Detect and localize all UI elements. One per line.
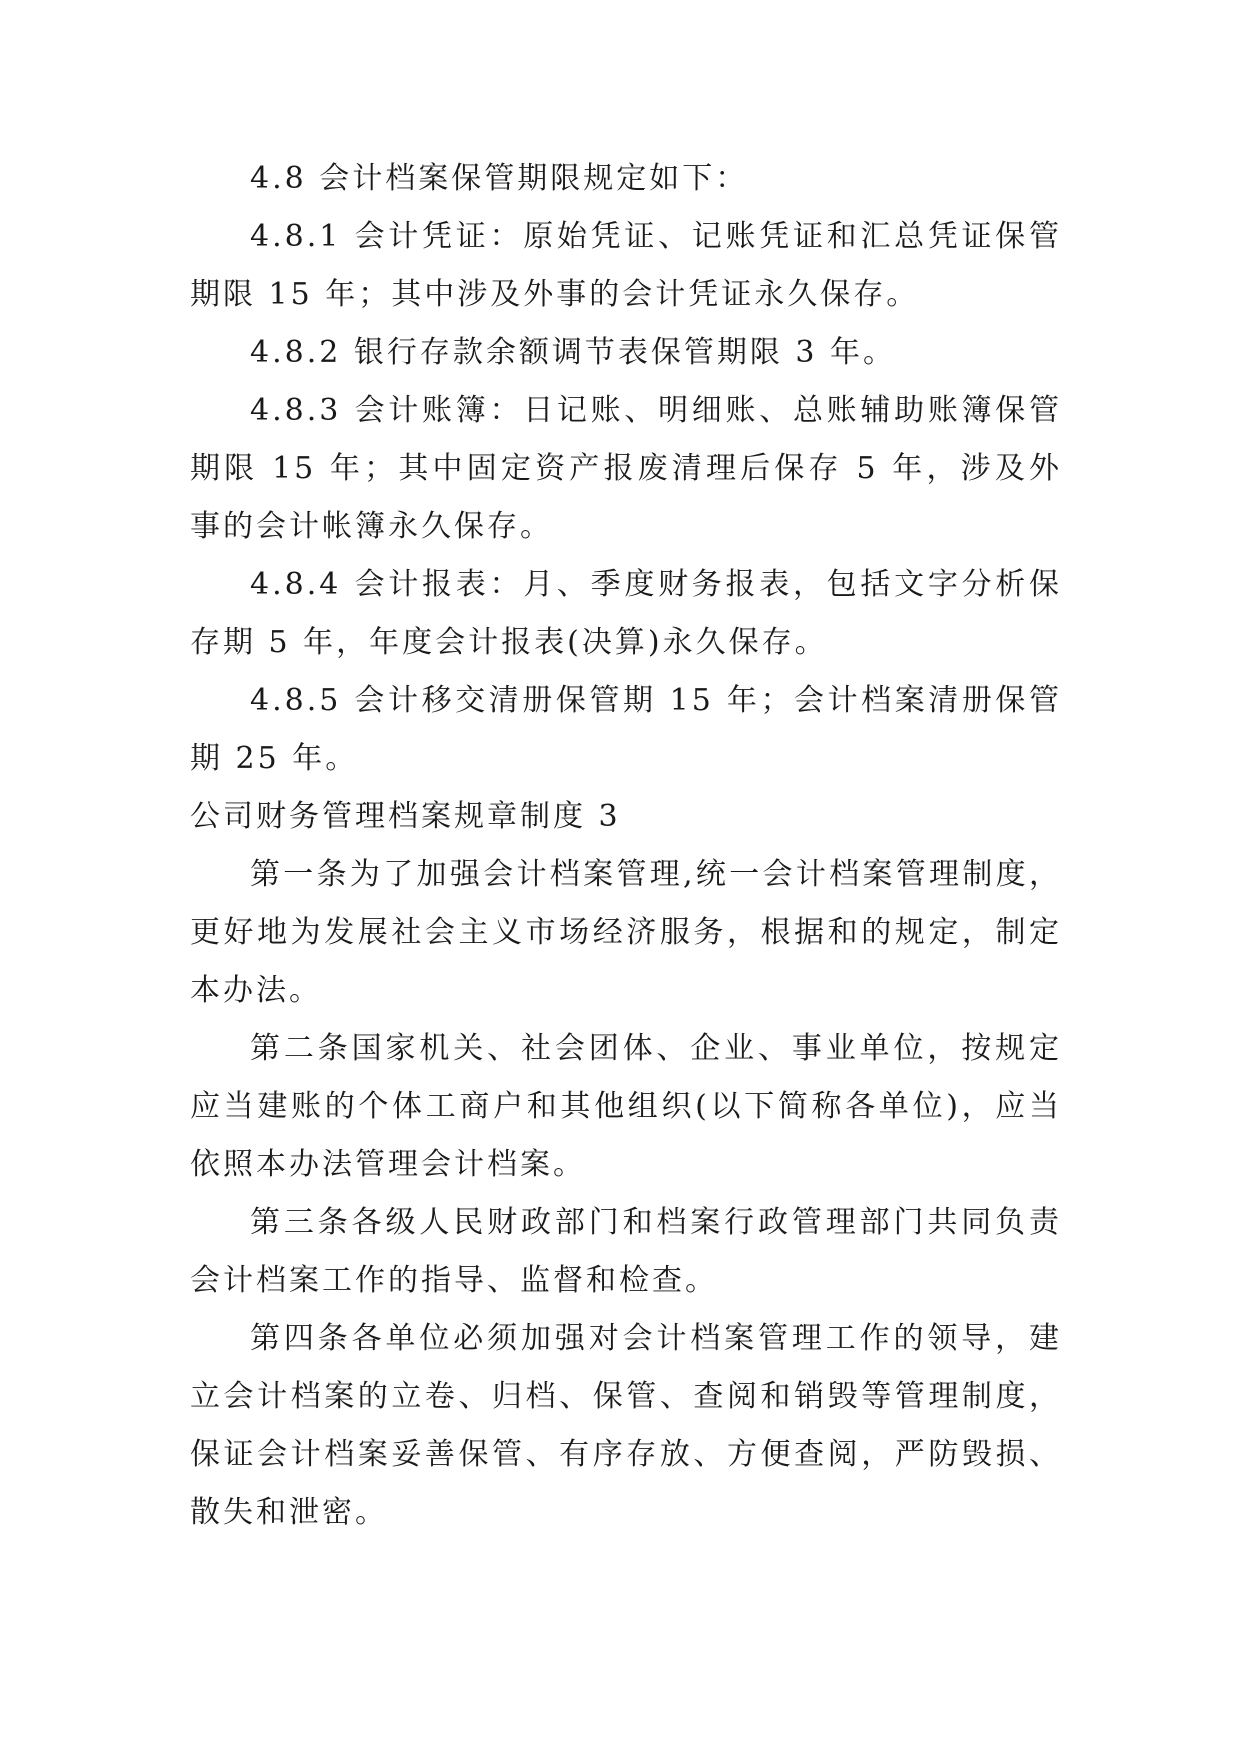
- article-4: 第四条各单位必须加强对会计档案管理工作的领导，建立会计档案的立卷、归档、保管、查阅和销毁等管理制度，保证会计档案妥善保管、有序存放、方便查阅，严防毁损、散失和泄密。: [190, 1321, 1062, 1530]
- article-2: 第二条国家机关、社会团体、企业、事业单位，按规定应当建账的个体工商户和其他组织(以下简称各单位)，应当依照本办法管理会计档案。: [190, 1031, 1062, 1182]
- article-1: 第一条为了加强会计档案管理,统一会计档案管理制度，更好地为发展社会主义市场经济服务，根据和的规定，制定本办法。: [190, 857, 1062, 1008]
- paragraph-4-8: 4.8 会计档案保管期限规定如下：: [250, 161, 749, 196]
- paragraph-4-8-1: 4.8.1 会计凭证：原始凭证、记账凭证和汇总凭证保管期限 15 年；其中涉及外事的会计凭证永久保存。: [190, 219, 1062, 312]
- document-page: [190, 150, 1062, 1542]
- paragraph-4-8-5: 4.8.5 会计移交清册保管期 15 年；会计档案清册保管期 25 年。: [190, 683, 1062, 776]
- article-3: 第三条各级人民财政部门和档案行政管理部门共同负责会计档案工作的指导、监督和检查。: [190, 1205, 1062, 1298]
- paragraph-4-8-2: 4.8.2 银行存款余额调节表保管期限 3 年。: [250, 335, 897, 370]
- section-title: 公司财务管理档案规章制度 3: [190, 799, 621, 834]
- paragraph-4-8-4: 4.8.4 会计报表：月、季度财务报表，包括文字分析保存期 5 年，年度会计报表(决算)永久保存。: [190, 567, 1062, 660]
- paragraph-4-8-3: 4.8.3 会计账簿：日记账、明细账、总账辅助账簿保管期限 15 年；其中固定资产报废清理后保存 5 年，涉及外事的会计帐簿永久保存。: [190, 393, 1062, 544]
